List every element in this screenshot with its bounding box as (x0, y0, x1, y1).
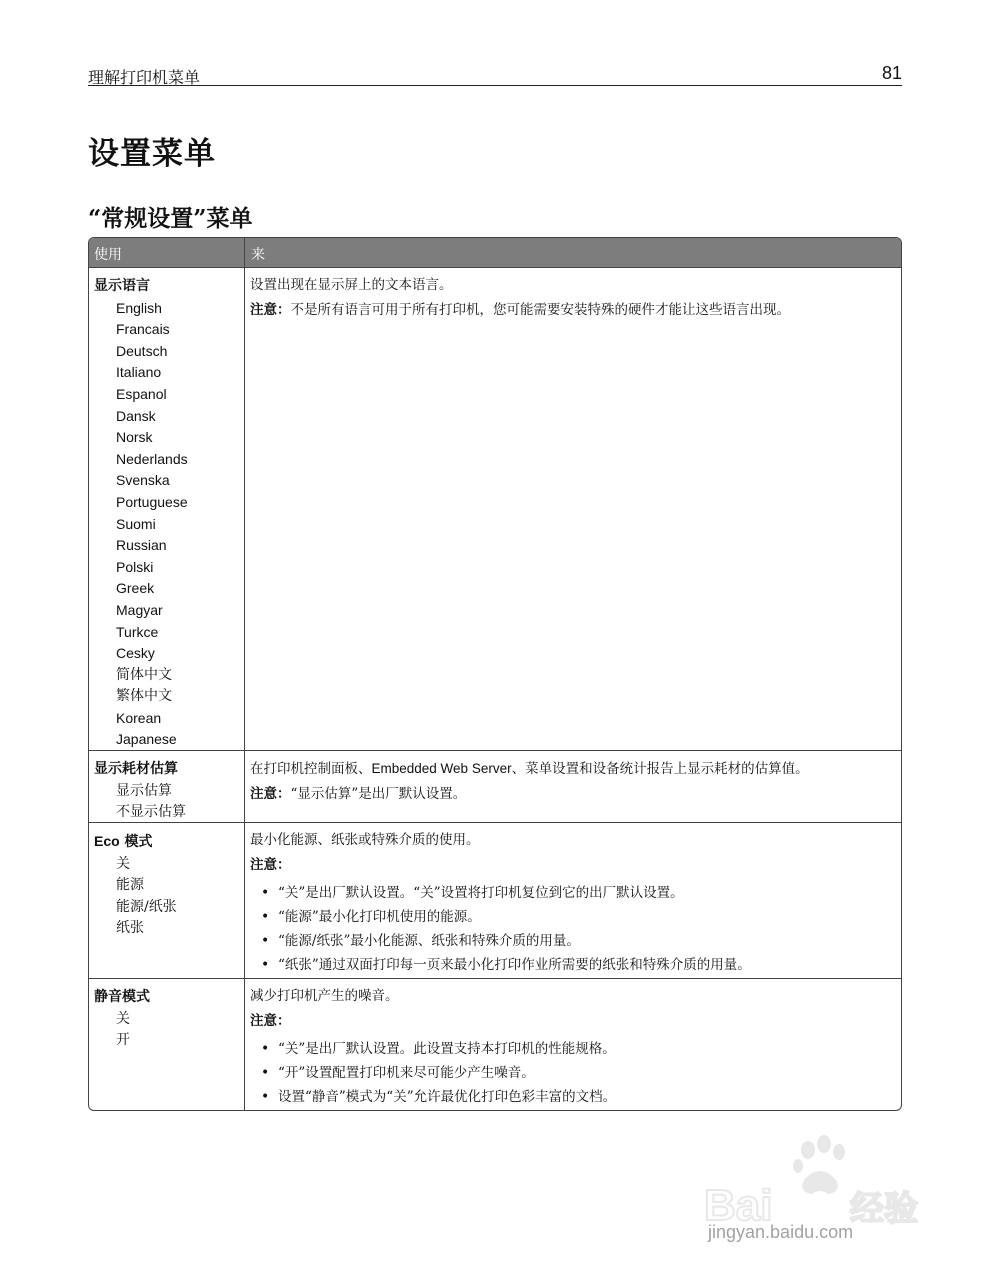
table-header (89, 238, 901, 268)
list-item: • “开”设置配置打印机来尽可能少产生噪音。 (250, 1061, 895, 1085)
row-label-cell (94, 759, 239, 824)
option-item: Magyar (116, 601, 163, 618)
option-item: Greek (116, 580, 155, 597)
setting-label (94, 831, 239, 854)
row-description-cell (250, 831, 895, 977)
option-item: Espanol (116, 385, 167, 402)
col-header-to: 来 (251, 247, 265, 263)
page-number: 81 (881, 63, 902, 83)
description-text (250, 759, 895, 779)
table-row-eco-mode (89, 822, 901, 978)
setting-label: 显示耗材估算 (94, 761, 178, 777)
page-header (88, 63, 902, 86)
note-label: 注意： (250, 786, 291, 802)
list-item: • “关”是出厂默认设置。“关”设置将打印机复位到它的出厂默认设置。 (250, 881, 895, 905)
label-part: Eco (94, 833, 120, 849)
option-item: Polski (116, 558, 154, 575)
description-part: 在打印机控制面板、 (250, 761, 372, 777)
list-item: • 设置“静音”模式为“关”允许最优化打印色彩丰富的文档。 (250, 1085, 895, 1109)
svg-text:经验: 经验 (850, 1189, 918, 1229)
list-item: • “关”是出厂默认设置。此设置支持本打印机的性能规格。 (250, 1037, 895, 1061)
row-description-cell (250, 987, 895, 1109)
option-item: Italiano (116, 364, 162, 381)
header-section-title: 理解打印机菜单 (88, 68, 201, 87)
option-item: Suomi (116, 515, 156, 532)
table-row-quiet-mode (89, 978, 901, 1110)
option-item: Dansk (116, 407, 156, 424)
note-text: 不是所有语言可用于所有打印机，您可能需要安装特殊的硬件才能让这些语言出现。 (290, 302, 790, 318)
description-part: 、菜单设置和设备统计报告上显示耗材的估算值。 (511, 761, 809, 777)
option-item: 关 (116, 855, 130, 872)
option-item: 繁体中文 (116, 688, 172, 705)
note-text: “显示估算”是出厂默认设置。 (290, 786, 467, 802)
page-title: 设置菜单 (88, 136, 216, 172)
option-item: Svenska (116, 472, 170, 489)
row-label-cell (94, 987, 239, 1052)
settings-table (88, 237, 902, 1111)
label-part: 模式 (119, 834, 153, 850)
row-description-cell (250, 759, 895, 810)
option-item: 能源 (116, 877, 144, 894)
option-item: Norsk (116, 429, 153, 446)
setting-label: 显示语言 (94, 278, 150, 294)
description-text: 设置出现在显示屏上的文本语言。 (250, 277, 453, 293)
option-item: Francais (116, 321, 170, 338)
note-paragraph (250, 785, 895, 804)
note-label: 注意： (250, 857, 291, 873)
note-list (250, 1037, 895, 1109)
option-item: 能源/纸张 (116, 898, 177, 915)
list-item: • “能源/纸张”最小化能源、纸张和特殊介质的用量。 (250, 929, 895, 953)
note-paragraph (250, 301, 895, 320)
list-item: • “能源”最小化打印机使用的能源。 (250, 905, 895, 929)
option-item: 纸张 (116, 920, 144, 937)
option-item: Nederlands (116, 450, 188, 467)
description-text: 减少打印机产生的噪音。 (250, 988, 399, 1004)
option-item: 显示估算 (116, 782, 172, 799)
col-header-use: 使用 (94, 247, 122, 263)
note-list (250, 881, 895, 977)
row-description-cell (250, 276, 895, 326)
option-item: 开 (116, 1032, 130, 1049)
table-row-display-language (89, 268, 901, 750)
note-label: 注意： (250, 302, 291, 318)
option-item: Deutsch (116, 342, 168, 359)
option-item: Cesky (116, 645, 155, 662)
watermark-url: jingyan.baidu.com (708, 1222, 854, 1242)
option-item: English (116, 299, 162, 316)
option-item: 简体中文 (116, 666, 172, 683)
note-label: 注意： (250, 1013, 291, 1029)
row-label-cell (94, 276, 239, 751)
option-item: 关 (116, 1010, 130, 1027)
svg-text:Bai: Bai (704, 1181, 773, 1230)
option-item: Korean (116, 709, 162, 726)
option-item: Russian (116, 537, 167, 554)
option-item: 不显示估算 (116, 804, 186, 821)
option-item: Turkce (116, 623, 159, 640)
option-item: Japanese (116, 731, 177, 748)
table-row-supply-estimates (89, 750, 901, 822)
row-label-cell (94, 831, 239, 940)
list-item: • “纸张”通过双面打印每一页来最小化打印作业所需要的纸张和特殊介质的用量。 (250, 953, 895, 977)
description-text: 最小化能源、纸张或特殊介质的使用。 (250, 832, 480, 848)
option-item: Portuguese (116, 493, 188, 510)
product-name: Embedded Web Server (371, 761, 512, 776)
setting-label: 静音模式 (94, 989, 150, 1005)
section-subtitle: “常规设置”菜单 (88, 205, 253, 232)
